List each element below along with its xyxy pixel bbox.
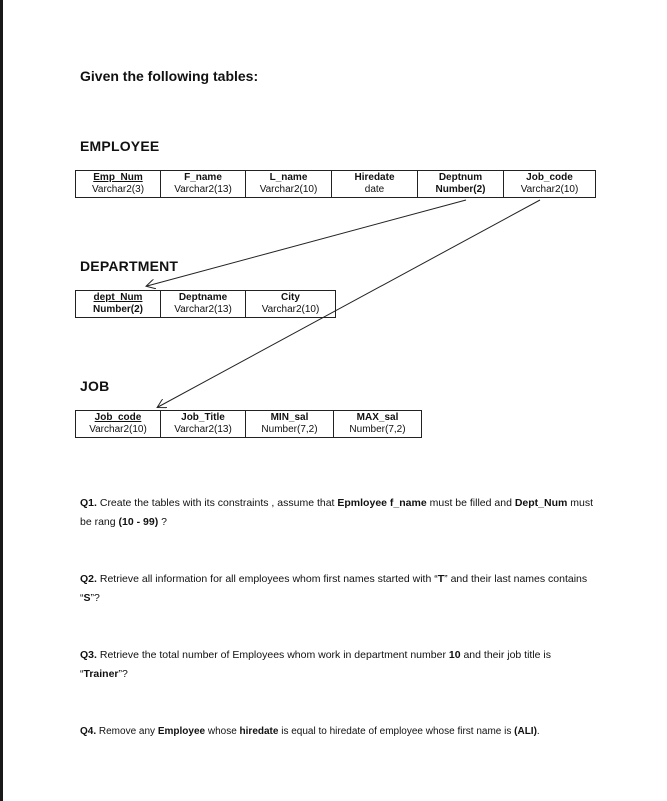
- employee-col-f-name: F_name Varchar2(13): [161, 171, 246, 198]
- employee-col-hiredate: Hiredate date: [332, 171, 418, 198]
- job-col-job-title: Job_Title Varchar2(13): [161, 411, 246, 438]
- question-1: Q1. Create the tables with its constraints , assume that Epmloyee f_name must be filled and Dept_Num must be rang (10 - 99) ?: [80, 497, 594, 528]
- job-title: JOB: [80, 378, 110, 394]
- question-3: Q3. Retrieve the total number of Employees whom work in department number 10 and their job title is “Trainer”?: [80, 649, 552, 680]
- job-col-job-code: Job_code Varchar2(10): [76, 411, 161, 438]
- job-col-max-sal: MAX_sal Number(7,2): [334, 411, 422, 438]
- employee-col-job-code: Job_code Varchar2(10): [504, 171, 596, 198]
- department-col-city: City Varchar2(10): [246, 291, 336, 318]
- job-col-min-sal: MIN_sal Number(7,2): [246, 411, 334, 438]
- employee-col-l-name: L_name Varchar2(10): [246, 171, 332, 198]
- employee-col-deptnum: Deptnum Number(2): [418, 171, 504, 198]
- employee-col-emp-num: Emp_Num Varchar2(3): [76, 171, 161, 198]
- question-2: Q2. Retrieve all information for all employees whom first names started with “T” and their last names contains “S”?: [80, 573, 588, 604]
- employee-title: EMPLOYEE: [80, 138, 160, 154]
- arrow-deptnum-to-dept-num: [147, 200, 466, 286]
- department-col-dept-num: dept_Num Number(2): [76, 291, 161, 318]
- department-title: DEPARTMENT: [80, 258, 179, 274]
- question-4: Q4. Remove any Employee whose hiredate is equal to hiredate of employee whose first name is (ALI).: [80, 726, 540, 737]
- intro-heading: Given the following tables:: [80, 68, 259, 84]
- department-col-deptname: Deptname Varchar2(13): [161, 291, 246, 318]
